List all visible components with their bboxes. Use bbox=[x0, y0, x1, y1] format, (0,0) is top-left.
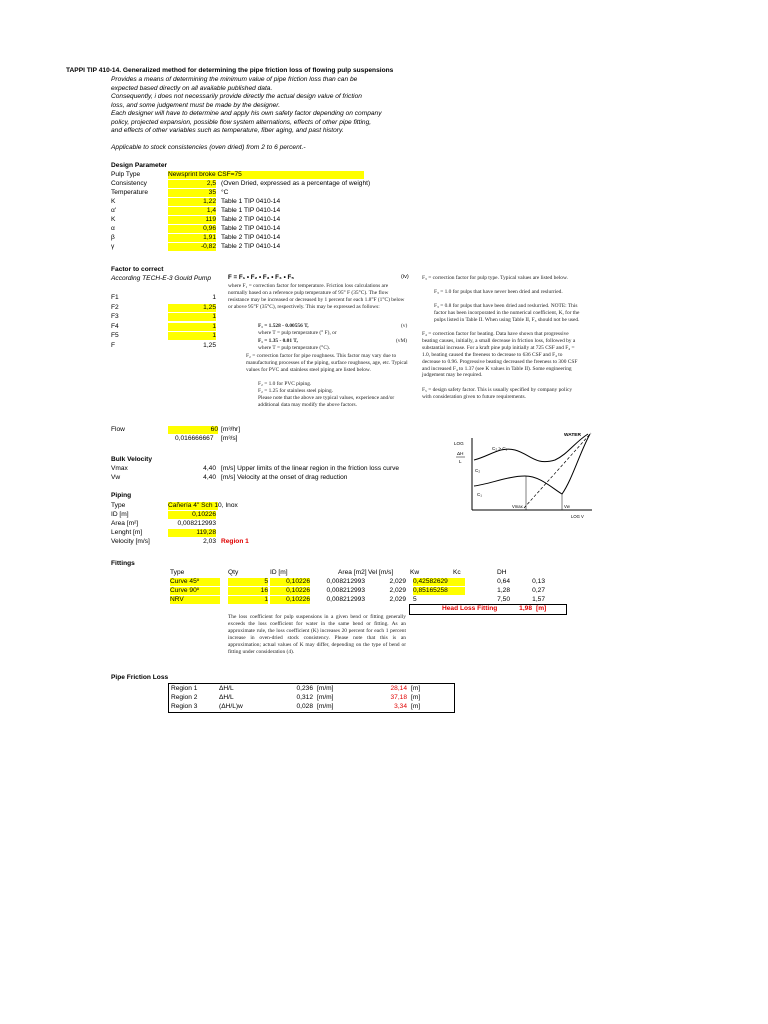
design-param-note: Table 2 TIP 0410-14 bbox=[221, 225, 281, 232]
design-param-note: Table 2 TIP 0410-14 bbox=[221, 234, 281, 241]
f4-description: F₄ = correction factor for beating. Data have shown that progressive beating causes, initially, a small decrease in friction loss, followed by a substantial increase. For a kraft pine pulp initially at 725 CSF and F₄ = 1.0, beating caused the freeness to decrease to 636 CSF and F₄ to decrease to 0.96. Progressive beating decreased the freeness to 300 CSF and increased F₄ to 1.37 (see K values in Table II). Some engineering judgement may be required. bbox=[422, 331, 578, 379]
fittings-column-header: Vel [m/s] bbox=[368, 569, 394, 576]
intro-line: expected based directly on all available published data. bbox=[111, 84, 273, 92]
fitting-type-cell: NRV bbox=[170, 596, 220, 604]
design-param-value: 1,22 bbox=[168, 198, 216, 206]
c-compare-label: C₂ > C₁ bbox=[492, 446, 508, 451]
vmax-row-note: [m/s] Upper limits of the linear region in the friction loss curve bbox=[221, 465, 400, 472]
friction-symbol: (ΔH/L)w bbox=[219, 703, 243, 710]
friction-heading: Pipe Friction Loss bbox=[111, 674, 169, 681]
bulk-heading: Bulk Velocity bbox=[111, 456, 153, 463]
head-loss-fitting-box bbox=[409, 604, 567, 615]
fitting-id-cell: 0,10226 bbox=[270, 587, 310, 595]
fittings-column-header: Kw bbox=[410, 569, 420, 576]
friction-region: Region 2 bbox=[171, 694, 198, 701]
f3-description: F₃ = correction factor for pulp type. Typical values are listed below. bbox=[422, 275, 568, 281]
water-label: WATER bbox=[564, 433, 581, 438]
design-param-note: Table 1 TIP 0410-14 bbox=[221, 198, 281, 205]
friction-gradient-unit: [m/m] bbox=[317, 703, 334, 710]
design-param-note: °C bbox=[221, 189, 229, 196]
factor-value: 1 bbox=[168, 332, 216, 340]
fitting-id-cell: 0,10226 bbox=[270, 596, 310, 604]
fitting-vel-cell: 2,029 bbox=[389, 578, 406, 585]
design-param-note: Table 2 TIP 0410-14 bbox=[221, 243, 281, 250]
f2-stainless: F₂ = 1.25 for stainless steel piping. bbox=[258, 388, 333, 394]
design-param-value: 119 bbox=[168, 216, 216, 224]
fitting-kc-cell: 1,28 bbox=[497, 587, 510, 594]
y-label-log: LOG bbox=[454, 441, 464, 446]
fittings-column-header: Qty bbox=[228, 569, 239, 576]
fitting-kw-cell: 5 bbox=[413, 596, 417, 603]
factor-value: 1 bbox=[168, 323, 216, 331]
vmax-label: Vmax bbox=[512, 504, 523, 509]
fitting-kw-cell: 0,42582629 bbox=[413, 578, 465, 586]
design-param-note: (Oven Dried, expressed as a percentage of weight) bbox=[221, 180, 371, 187]
document-title: TAPPI TIP 410-14. Generalized method for determining the pipe friction loss of flowing pulp suspensions bbox=[66, 67, 394, 74]
f2-description: F₂ = correction factor for pipe roughness. This factor may vary due to manufacturing processes of the piping, surface roughness, age, etc. Typical values for PVC and stainless steel piping are listed below. bbox=[246, 353, 408, 373]
factor-label: F1 bbox=[111, 294, 119, 301]
fittings-column-header: Type bbox=[170, 569, 185, 576]
vw-row-note: [m/s] Velocity at the onset of drag reduction bbox=[221, 474, 348, 481]
fitting-id-cell: 0,10226 bbox=[270, 578, 310, 586]
f5-description: F₅ = design safety factor. This is usually specified by company policy with consideration given to future requirements. bbox=[422, 387, 573, 400]
applicability-note: Applicable to stock consistencies (oven dried) from 2 to 6 percent.- bbox=[111, 144, 306, 151]
piping-heading: Piping bbox=[111, 492, 132, 499]
friction-loss-curve-diagram bbox=[440, 428, 605, 524]
f3-option-a: F₃ = 1.0 for pulps that have never been dried and reslurried. bbox=[434, 289, 563, 295]
fitting-vel-cell: 2,029 bbox=[389, 596, 406, 603]
x-axis-label: LOG V bbox=[571, 514, 584, 519]
design-param-label: Temperature bbox=[111, 189, 149, 196]
flow-label: Flow bbox=[111, 426, 125, 433]
friction-gradient: 0,236 bbox=[296, 685, 313, 692]
head-loss-fitting-label: Head Loss Fitting bbox=[442, 605, 498, 612]
intro-line: Each designer will have to determine and apply his own safety factor depending on company bbox=[111, 110, 382, 117]
intro-line: and effects of other variables such as temperature, fiber aging, and past history. bbox=[111, 127, 344, 134]
friction-region: Region 3 bbox=[171, 703, 198, 710]
fitting-area-cell: 0,008212993 bbox=[326, 596, 365, 603]
fittings-heading: Fittings bbox=[111, 560, 135, 567]
piping-value: Cañería 4" Sch 10, Inox bbox=[168, 502, 238, 509]
friction-table bbox=[168, 683, 455, 713]
friction-gradient: 0,312 bbox=[296, 694, 313, 701]
intro-line: policy, projected expansion, possible flow system alternations, effects of other pipe fitting, bbox=[111, 118, 372, 126]
fittings-column-header: Area [m2] bbox=[338, 569, 367, 576]
y-label-l: L bbox=[459, 459, 462, 464]
vmax-row-value: 4,40 bbox=[203, 465, 216, 472]
intro-line: loss, and some judgement must be made by the designer. bbox=[111, 101, 281, 109]
design-param-label: α bbox=[111, 225, 115, 232]
friction-gradient: 0,028 bbox=[296, 703, 313, 710]
fitting-area-cell: 0,008212993 bbox=[326, 578, 365, 585]
friction-gradient-unit: [m/m] bbox=[317, 694, 334, 701]
factor-label: F2 bbox=[111, 303, 119, 311]
curve-c1 bbox=[474, 434, 590, 494]
design-param-label: β bbox=[111, 234, 115, 241]
design-param-label: K bbox=[111, 216, 116, 223]
piping-label: ID [m] bbox=[111, 511, 129, 518]
eq2-tag: (vM) bbox=[396, 338, 408, 344]
design-param-label: Pulp Type bbox=[111, 171, 141, 178]
friction-result: 28,14 bbox=[390, 685, 407, 692]
fittings-column-header: DH bbox=[497, 569, 507, 576]
factor-formula: F = F₁ • F₂ • F₃ • F₄ • F₅ bbox=[228, 274, 295, 281]
design-param-value: 35 bbox=[168, 189, 216, 197]
design-param-label: γ bbox=[111, 243, 115, 250]
friction-result-unit: [m] bbox=[411, 694, 421, 701]
head-loss-fitting-unit: [m] bbox=[536, 605, 547, 612]
piping-label: Velocity [m/s] bbox=[111, 538, 150, 545]
eq2-note: where T = pulp temperature (°C). bbox=[258, 345, 331, 351]
design-param-label: K bbox=[111, 198, 116, 205]
friction-result: 3,34 bbox=[394, 703, 407, 710]
intro-line: Consequently, i does not necessarily provide directly the actual design value of friction bbox=[111, 93, 362, 100]
piping-value: 119,28 bbox=[168, 529, 216, 537]
factor-value: 1 bbox=[212, 294, 216, 301]
friction-result: 37,18 bbox=[390, 694, 407, 701]
design-param-value: 1,4 bbox=[168, 207, 216, 215]
fitting-qty-cell: 16 bbox=[228, 587, 268, 595]
fitting-dh-cell: 0,27 bbox=[532, 587, 545, 594]
fitting-dh-cell: 1,57 bbox=[532, 596, 545, 603]
fitting-qty-cell: 5 bbox=[228, 578, 268, 586]
design-heading: Design Parameter bbox=[111, 162, 168, 169]
piping-label: Area [m²] bbox=[111, 520, 139, 527]
vw-row-label: Vw bbox=[111, 474, 121, 481]
friction-region: Region 1 bbox=[171, 685, 198, 692]
factor-label: F4 bbox=[111, 322, 119, 330]
design-param-note: Table 1 TIP 0410-14 bbox=[221, 207, 281, 214]
c1-label: C₁ bbox=[477, 492, 482, 497]
f2-remark: Please note that the above are typical values, experience and/or additional data may modify the above factors. bbox=[258, 395, 395, 408]
friction-gradient-unit: [m/m] bbox=[317, 685, 334, 692]
vmax-row-label: Vmax bbox=[111, 465, 128, 472]
fitting-vel-cell: 2,029 bbox=[389, 587, 406, 594]
design-param-label: Consistency bbox=[111, 180, 147, 187]
piping-label: Type bbox=[111, 502, 126, 509]
flow-unit: [m³/hr] bbox=[221, 426, 241, 433]
y-label-dh: ΔH bbox=[457, 451, 464, 456]
design-param-note: Table 2 TIP 0410-14 bbox=[221, 216, 281, 223]
eq1-note: where T = pulp temperature (° F), or bbox=[258, 330, 337, 336]
vw-label: Vw bbox=[564, 504, 570, 509]
piping-label: Lenght [m] bbox=[111, 529, 143, 536]
f1-equation-f: F₁ = 1.528 - 0.00556 T, bbox=[258, 323, 309, 329]
f1-description: where F₁ = correction factor for temperature. Friction loss calculations are normally based on a reference pulp temperature of 95° F (35°C). The flow resistance may be increased or decreased by 1 percent for each 1.8°F (1°C) below or above 95°F (35°C), respectively. This may be expressed as follows: bbox=[228, 283, 405, 310]
friction-result-unit: [m] bbox=[411, 685, 421, 692]
design-param-label: α' bbox=[111, 207, 117, 214]
f1-equation-c: F₁ = 1.35 - 0.01 T, bbox=[258, 338, 298, 344]
fitting-dh-cell: 0,13 bbox=[532, 578, 545, 585]
piping-value: 0,008212993 bbox=[177, 520, 216, 527]
factor-label: F5 bbox=[111, 332, 119, 339]
factor-value: 1 bbox=[168, 313, 216, 321]
fitting-area-cell: 0,008212993 bbox=[326, 587, 365, 594]
fitting-loss-note: The loss coefficient for pulp suspensions in a given bend or fitting generally exceeds the loss coefficient for water in the same bend or fitting. As an approximate rule, the loss coefficient (K) increases 20 percent for each 1 percent increase in oven-dried stock consistency. Please note that this is an approximation; actual values of K may differ, depending on the type of bend or fitting under consideration (4). bbox=[228, 614, 406, 655]
water-line bbox=[524, 433, 591, 508]
design-param-value: -0,82 bbox=[168, 243, 216, 251]
factors-heading: Factor to correct bbox=[111, 266, 164, 273]
vw-row-value: 4,40 bbox=[203, 474, 216, 481]
piping-value: 0,10226 bbox=[168, 511, 216, 519]
fitting-qty-cell: 1 bbox=[228, 596, 268, 604]
factors-subheading: According TECH-E-3 Gould Pump bbox=[111, 275, 212, 282]
fittings-column-header: Kc bbox=[453, 569, 461, 576]
friction-result-unit: [m] bbox=[411, 703, 421, 710]
piping-value: 2,03 bbox=[203, 538, 216, 545]
factor-label: F bbox=[111, 341, 116, 349]
factor-value: 1,25 bbox=[168, 304, 216, 312]
fitting-kw-cell: 0,85165258 bbox=[413, 587, 465, 595]
f2-pvc: F₂ = 1.0 for PVC piping. bbox=[258, 381, 312, 387]
friction-symbol: ΔH/L bbox=[219, 685, 234, 692]
flow-unit-si: [m³/s] bbox=[221, 435, 238, 442]
design-param-value: 0,96 bbox=[168, 225, 216, 233]
velocity-region-label: Region 1 bbox=[221, 538, 249, 545]
design-param-value: 1,91 bbox=[168, 234, 216, 242]
factor-label: F3 bbox=[111, 313, 119, 320]
formula-tag: (iv) bbox=[401, 274, 409, 280]
factor-value: 1,25 bbox=[203, 341, 216, 349]
fitting-type-cell: Curve 90º bbox=[170, 587, 220, 595]
f3-option-b: F₃ = 0.8 for pulps that have been dried and reslurried. NOTE: This factor has been incorporated in the numerical coefficient, K, for the pulps listed in Table II. When using Table II, F₃ should not be used. bbox=[434, 303, 580, 323]
fittings-column-header: ID [m] bbox=[270, 569, 288, 576]
design-param-value: 2,5 bbox=[168, 180, 216, 188]
c2-label: C₂ bbox=[475, 468, 481, 473]
flow-value-si: 0,016666667 bbox=[175, 435, 214, 442]
design-param-value: Newsprint broke CSF=75 bbox=[168, 171, 364, 179]
intro-line: Provides a means of determining the minimum value of pipe friction loss than can be bbox=[111, 76, 358, 83]
flow-value: 60 bbox=[168, 426, 218, 434]
fitting-kc-cell: 7,50 bbox=[497, 596, 510, 603]
head-loss-fitting-value: 1,98 bbox=[519, 605, 532, 612]
friction-symbol: ΔH/L bbox=[219, 694, 234, 701]
eq1-tag: (v) bbox=[401, 323, 408, 329]
fitting-type-cell: Curve 45º bbox=[170, 578, 220, 586]
fitting-kc-cell: 0,64 bbox=[497, 578, 510, 585]
